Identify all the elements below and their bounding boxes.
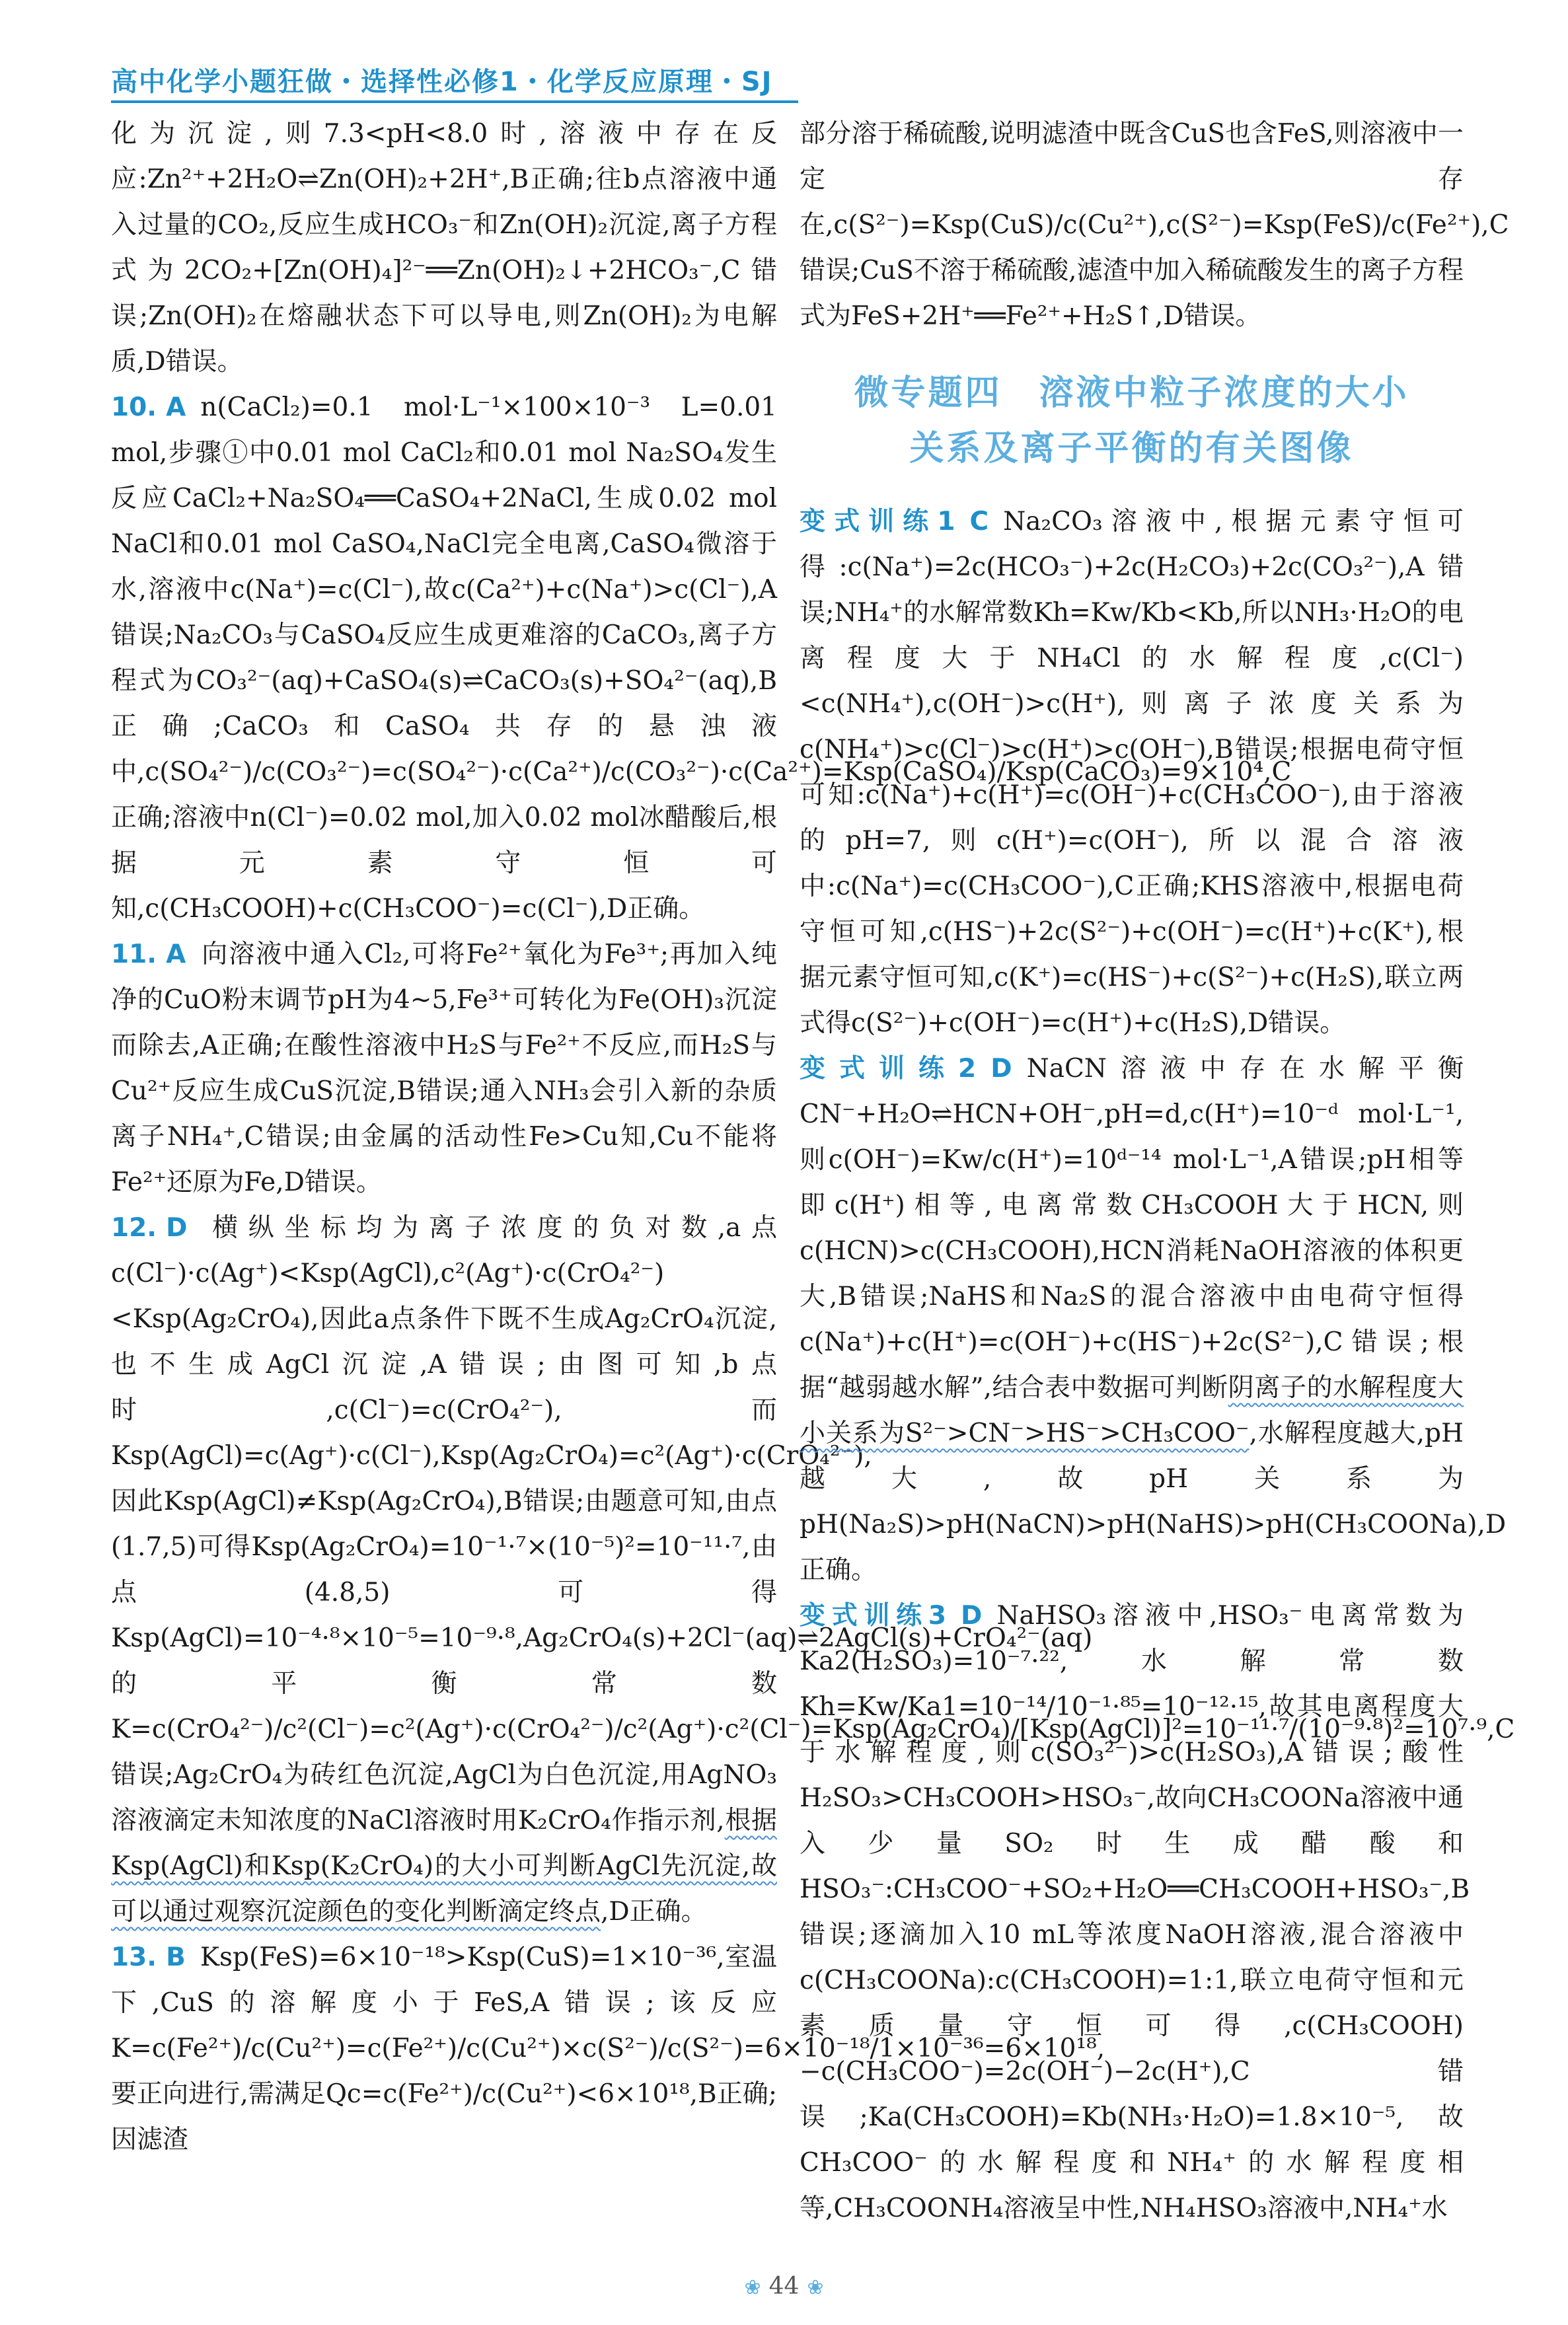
explanation-text-end: ,D正确。 [601, 1897, 707, 1927]
exercise-label: 变式训练1 [800, 507, 955, 536]
question-number: 12. [111, 1213, 157, 1243]
explanation-text: 向溶液中通入Cl₂,可将Fe²⁺氧化为Fe³⁺;再加入纯净的CuO粉末调节pH为4~5,Fe³⁺可转化为Fe(OH)₃沉淀而除去,A正确;在酸性溶液中H₂S与Fe²⁺不反应,而H₂S与Cu²⁺反应生成CuS沉淀,B错误;通入NH₃会引入新的杂质离子NH₄⁺,C错误;由金属的活动性Fe>Cu知,Cu不能将Fe²⁺还原为Fe,D错误。 [111, 940, 777, 1197]
q13-continuation: 部分溶于稀硫酸,说明滤渣中既含CuS也含FeS,则溶液中一定存在,c(S²⁻)=Ksp(CuS)/c(Cu²⁺),c(S²⁻)=Ksp(FeS)/c(Fe²⁺),C错误;CuS不溶于稀硫酸,滤渣中加入稀硫酸发生的离子方程式为FeS+2H⁺══Fe²⁺+H₂S↑,D错误。 [800, 119, 1509, 331]
answer-letter: A [166, 392, 186, 422]
page-footer [0, 2273, 1568, 2300]
leaf-ornament-icon: ❀ [807, 2276, 824, 2299]
explanation-text-end: ,水解程度越大,pH越大,故pH关系为pH(Na₂S)>pH(NaCN)>pH(NaHS)>pH(CH₃COONa),D正确。 [800, 1419, 1507, 1585]
explanation-text: NaCN溶液中存在水解平衡CN⁻+H₂O⇌HCN+OH⁻,pH=d,c(H⁺)=10⁻ᵈ mol·L⁻¹,则c(OH⁻)=Kw/c(H⁺)=10ᵈ⁻¹⁴ mol·L⁻¹,A错误;pH相等即c(H⁺)相等,电离常数CH₃COOH大于HCN,则c(HCN)>c(CH₃COOH),HCN消耗NaOH溶液的体积更大,B错误;NaHS和Na₂S的混合溶液中由电荷守恒得c(Na⁺)+c(H⁺)=c(OH⁻)+c(HS⁻)+2c(S²⁻),C错误;根据“越弱越水解”,结合表中数据可判断 [800, 1054, 1464, 1403]
q9-continuation: 化为沉淀,则7.3<pH<8.0时,溶液中存在反应:Zn²⁺+2H₂O⇌Zn(OH)₂+2H⁺,B正确;往b点溶液中通入过量的CO₂,反应生成HCO₃⁻和Zn(OH)₂沉淀,离子方程式为2CO₂+[Zn(OH)₄]²⁻══Zn(OH)₂↓+2HCO₃⁻,C错误;Zn(OH)₂在熔融状态下可以导电,则Zn(OH)₂为电解质,D错误。 [111, 119, 777, 377]
answer-letter: C [969, 507, 989, 536]
explanation-text: 横纵坐标均为离子浓度的负对数,a点c(Cl⁻)·c(Ag⁺)<Ksp(AgCl),c²(Ag⁺)·c(CrO₄²⁻)<Ksp(Ag₂CrO₄),因此a点条件下既不生成Ag₂CrO₄沉淀,也不生成AgCl沉淀,A错误;由图可知,b点时,c(Cl⁻)=c(CrO₄²⁻),而Ksp(AgCl)=c(Ag⁺)·c(Cl⁻),Ksp(Ag₂CrO₄)=c²(Ag⁺)·c(CrO₄²⁻),因此Ksp(AgCl)≠Ksp(Ag₂CrO₄),B错误;由题意可知,由点(1.7,5)可得Ksp(Ag₂CrO₄)=10⁻¹·⁷×(10⁻⁵)²=10⁻¹¹·⁷,由点(4.8,5)可得Ksp(AgCl)=10⁻⁴·⁸×10⁻⁵=10⁻⁹·⁸,Ag₂CrO₄(s)+2Cl⁻(aq)⇌2AgCl(s)+CrO₄²⁻(aq)的平衡常数K=c(CrO₄²⁻)/c²(Cl⁻)=c²(Ag⁺)·c(CrO₄²⁻)/c²(Ag⁺)·c²(Cl⁻)=Ksp(Ag₂CrO₄)/[Ksp(AgCl)]²=10⁻¹¹·⁷/(10⁻⁹·⁸)²=10⁷·⁹,C错误;Ag₂CrO₄为砖红色沉淀,AgCl为白色沉淀,用AgNO₃溶液滴定未知浓度的NaCl溶液时用K₂CrO₄作指示剂, [111, 1213, 1515, 1835]
wavy-underlined-text: 根据Ksp(AgCl)和Ksp(K₂CrO₄)的大小可判断AgCl先沉淀,故可以通过观察沉淀颜色的变化判断滴定终点 [111, 1806, 777, 1927]
header-rule [111, 100, 798, 103]
explanation-text: NaHSO₃溶液中,HSO₃⁻电离常数为Ka2(H₂SO₃)=10⁻⁷·²²,水解常数Kh=Kw/Ka1=10⁻¹⁴/10⁻¹·⁸⁵=10⁻¹²·¹⁵,故其电离程度大于水解程度,则c(SO₃²⁻)>c(H₂SO₃),A错误;酸性H₂SO₃>CH₃COOH>HSO₃⁻,故向CH₃COONa溶液中通入少量SO₂时生成醋酸和HSO₃⁻:CH₃COO⁻+SO₂+H₂O══CH₃COOH+HSO₃⁻,B错误;逐滴加入10 mL等浓度NaOH溶液,混合溶液中c(CH₃COONa):c(CH₃COOH)=1:1,联立电荷守恒和元素质量守恒可得,c(CH₃COOH)−c(CH₃COO⁻)=2c(OH⁻)−2c(H⁺),C错误;Ka(CH₃COOH)=Kb(NH₃·H₂O)=1.8×10⁻⁵,故CH₃COO⁻的水解程度和NH₄⁺的水解程度相等,CH₃COONH₄溶液呈中性,NH₄HSO₃溶液中,NH₄⁺水 [800, 1601, 1470, 2223]
leaf-ornament-icon: ❀ [744, 2276, 761, 2299]
question-13 [111, 1935, 1105, 2162]
question-11 [111, 932, 777, 1205]
variant-exercise-3 [800, 1593, 1470, 2231]
section-title [800, 365, 1464, 476]
section-title-line2: 关系及离子平衡的有关图像 [909, 429, 1354, 468]
page-number: 44 [768, 2273, 800, 2300]
question-number: 11. [111, 940, 157, 969]
section-title-line1: 微专题四 溶液中粒子浓度的大小 [854, 373, 1409, 413]
variant-exercise-2 [800, 1046, 1507, 1593]
question-number: 10. [111, 392, 157, 422]
answer-letter: D [166, 1213, 188, 1243]
exercise-label: 变式训练2 [800, 1054, 977, 1084]
explanation-text: Na₂CO₃溶液中,根据元素守恒可得:c(Na⁺)=2c(HCO₃⁻)+2c(H₂CO₃)+2c(CO₃²⁻),A错误;NH₄⁺的水解常数Kh=Kw/Kb<Kb,所以NH₃·H₂O的电离程度大于NH₄Cl的水解程度,c(Cl⁻)<c(NH₄⁺),c(OH⁻)>c(H⁺),则离子浓度关系为c(NH₄⁺)>c(Cl⁻)>c(H⁺)>c(OH⁻),B错误;根据电荷守恒可知:c(Na⁺)+c(H⁺)=c(OH⁻)+c(CH₃COO⁻),由于溶液的pH=7,则c(H⁺)=c(OH⁻),所以混合溶液中:c(Na⁺)=c(CH₃COO⁻),C正确;KHS溶液中,根据电荷守恒可知,c(HS⁻)+2c(S²⁻)+c(OH⁻)=c(H⁺)+c(K⁺),根据元素守恒可知,c(K⁺)=c(HS⁻)+c(S²⁻)+c(H₂S),联立两式得c(S²⁻)+c(OH⁻)=c(H⁺)+c(H₂S),D错误。 [800, 507, 1464, 1038]
variant-exercise-1 [800, 499, 1464, 1046]
answer-letter: B [166, 1942, 186, 1972]
explanation-text: n(CaCl₂)=0.1 mol·L⁻¹×100×10⁻³ L=0.01 mol,步骤①中0.01 mol CaCl₂和0.01 mol Na₂SO₄发生反应CaCl₂+Na₂SO₄══CaSO₄+2NaCl,生成0.02 mol NaCl和0.01 mol CaSO₄,NaCl完全电离,CaSO₄微溶于水,溶液中c(Na⁺)=c(Cl⁻),故c(Ca²⁺)+c(Na⁺)>c(Cl⁻),A错误;Na₂CO₃与CaSO₄反应生成更难溶的CaCO₃,离子方程式为CO₃²⁻(aq)+CaSO₄(s)⇌CaCO₃(s)+SO₄²⁻(aq),B正确;CaCO₃和CaSO₄共存的悬浊液中,c(SO₄²⁻)/c(CO₃²⁻)=c(SO₄²⁻)·c(Ca²⁺)/c(CO₃²⁻)·c(Ca²⁺)=Ksp(CaSO₄)/Ksp(CaCO₃)=9×10⁴,C正确;溶液中n(Cl⁻)=0.02 mol,加入0.02 mol冰醋酸后,根据元素守恒可知,c(CH₃COOH)+c(CH₃COO⁻)=c(Cl⁻),D正确。 [111, 392, 1292, 924]
explanation-text: Ksp(FeS)=6×10⁻¹⁸>Ksp(CuS)=1×10⁻³⁶,室温下,CuS的溶解度小于FeS,A错误;该反应K=c(Fe²⁺)/c(Cu²⁺)=c(Fe²⁺)/c(Cu²⁺)×c(S²⁻)/c(S²⁻)=6×10⁻¹⁸/1×10⁻³⁶=6×10¹⁸,要正向进行,需满足Qc=c(Fe²⁺)/c(Cu²⁺)<6×10¹⁸,B正确;因滤渣 [111, 1942, 1105, 2155]
question-number: 13. [111, 1942, 157, 1972]
answer-letter: D [990, 1054, 1012, 1084]
answer-letter: D [961, 1601, 983, 1631]
running-header: 高中化学小题狂做・选择性必修1・化学反应原理・SJ [111, 67, 773, 97]
answer-letter: A [166, 940, 186, 969]
exercise-label: 变式训练3 [800, 1601, 947, 1631]
wavy-underlined-text: 阴离子的水解程度大小关系为S²⁻>CN⁻>HS⁻>CH₃COO⁻ [800, 1373, 1464, 1448]
